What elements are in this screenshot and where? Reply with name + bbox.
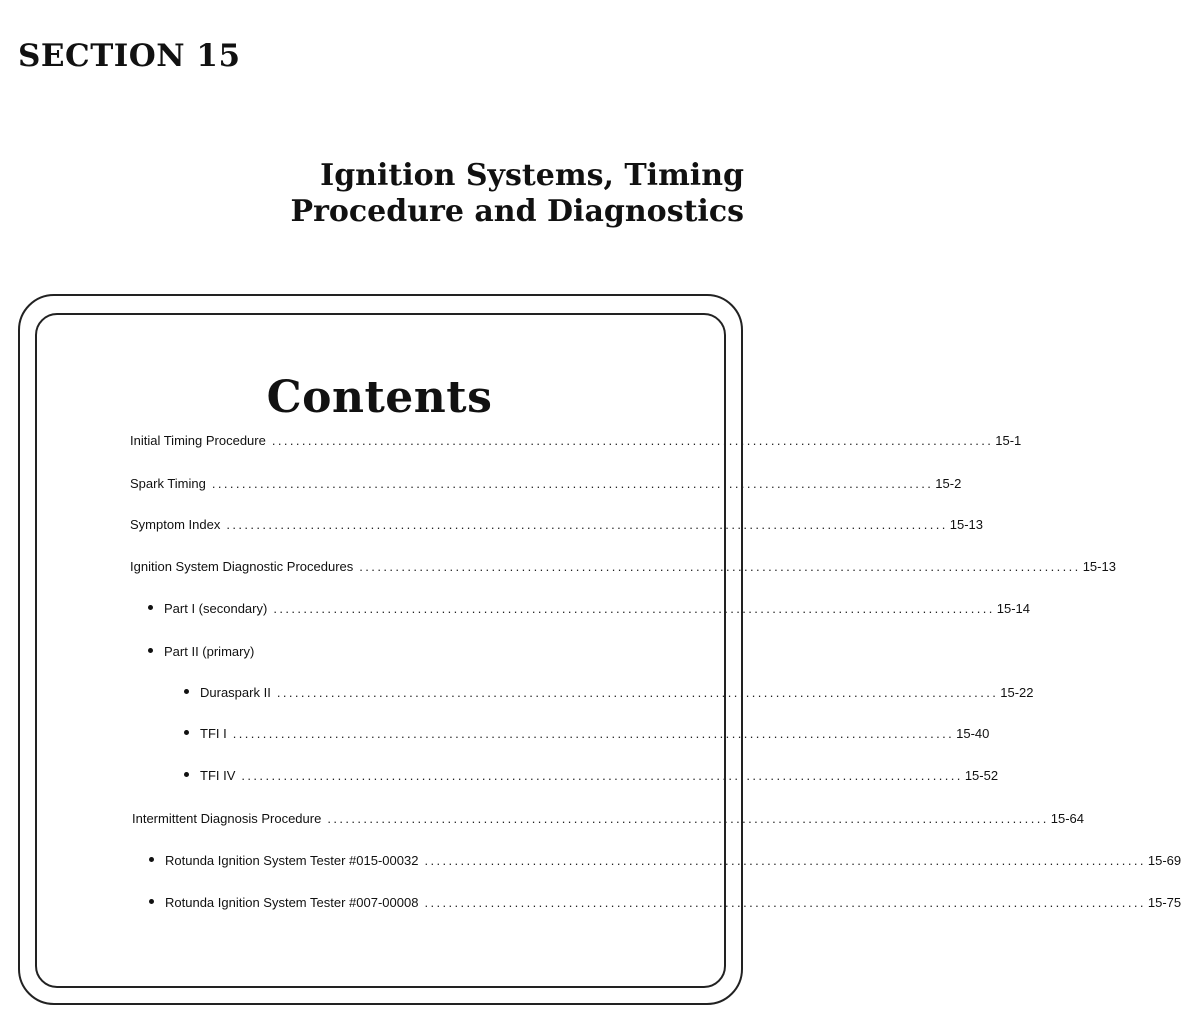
toc-entry-page: 15-40 [956,726,990,741]
toc-entry[interactable] [148,600,1030,618]
toc-entry-page: 15-13 [949,517,983,532]
toc-entry-title: Spark Timing [130,476,206,491]
toc-entry-title-wrap [148,643,254,661]
dot-leader: ........................................................................................................................ [273,601,995,616]
contents-heading: Contents [266,372,493,423]
dot-leader: ........................................................................................................................ [241,768,963,783]
toc-entry-page: 15-52 [964,768,999,783]
toc-entry-title-wrap [184,684,271,702]
toc-entry-title: Duraspark II [200,685,271,700]
toc-entry-title-wrap [149,852,418,870]
toc-entry-title: Rotunda Ignition System Tester #015-00032 [165,853,419,868]
dot-leader: ........................................................................................................................ [276,685,999,700]
toc-entry-title: Symptom Index [130,517,221,532]
toc-entry[interactable] [184,767,999,785]
toc-entry[interactable] [148,643,254,661]
toc-entry-title-wrap [149,894,418,912]
toc-entry[interactable] [130,516,983,534]
toc-entry-page: 15-64 [1050,811,1084,826]
toc-entry-title: Part II (primary) [164,644,255,659]
toc-entry-page: 15-2 [935,476,962,491]
dot-leader: ........................................................................................................................ [359,559,1081,574]
section-label: SECTION 15 [18,38,241,74]
toc-entry[interactable] [149,852,1181,870]
toc-entry-title: Initial Timing Procedure [130,433,266,448]
document-title [291,158,744,230]
bullet-icon [184,772,189,777]
dot-leader: ........................................................................................................................ [271,433,994,448]
bullet-icon [149,857,154,862]
dot-leader: ........................................................................................................................ [424,895,1146,910]
toc-entry-title: Rotunda Ignition System Tester #007-00008 [165,895,419,910]
toc-entry-page: 15-1 [995,433,1022,448]
toc-entry-title: Part I (secondary) [164,601,268,616]
toc-entry[interactable] [130,432,1022,450]
toc-entry-title: Ignition System Diagnostic Procedures [130,559,354,574]
bullet-icon [148,648,153,653]
dot-leader: ........................................................................................................................ [232,726,955,741]
toc-entry-title-wrap [184,725,227,743]
toc-entry-title: TFI IV [200,768,236,783]
toc-entry[interactable] [184,684,1034,702]
toc-entry-title-wrap [148,600,267,618]
toc-entry-title: TFI I [200,726,227,741]
toc-entry-title: Intermittent Diagnosis Procedure [132,811,322,826]
bullet-icon [148,605,153,610]
bullet-icon [184,730,189,735]
toc-entry[interactable] [149,894,1181,912]
toc-entry[interactable] [130,475,962,493]
toc-entry-page: 15-69 [1147,853,1181,868]
toc-entry-page: 15-22 [1000,685,1034,700]
toc-entry-page: 15-75 [1147,895,1181,910]
toc-entry[interactable] [132,810,1084,828]
dot-leader: ........................................................................................................................ [327,811,1049,826]
toc-entry-page: 15-14 [996,601,1030,616]
title-line-1: Ignition Systems, Timing [320,158,744,193]
toc-entry-title-wrap [184,767,235,785]
title-line-2: Procedure and Diagnostics [290,194,744,229]
dot-leader: ........................................................................................................................ [226,517,948,532]
bullet-icon [149,899,154,904]
toc-entry-page: 15-13 [1082,559,1116,574]
bullet-icon [184,689,189,694]
dot-leader: ........................................................................................................................ [424,853,1146,868]
toc-entry[interactable] [184,725,990,743]
toc-entry[interactable] [130,558,1116,576]
dot-leader: ........................................................................................................................ [211,476,934,491]
